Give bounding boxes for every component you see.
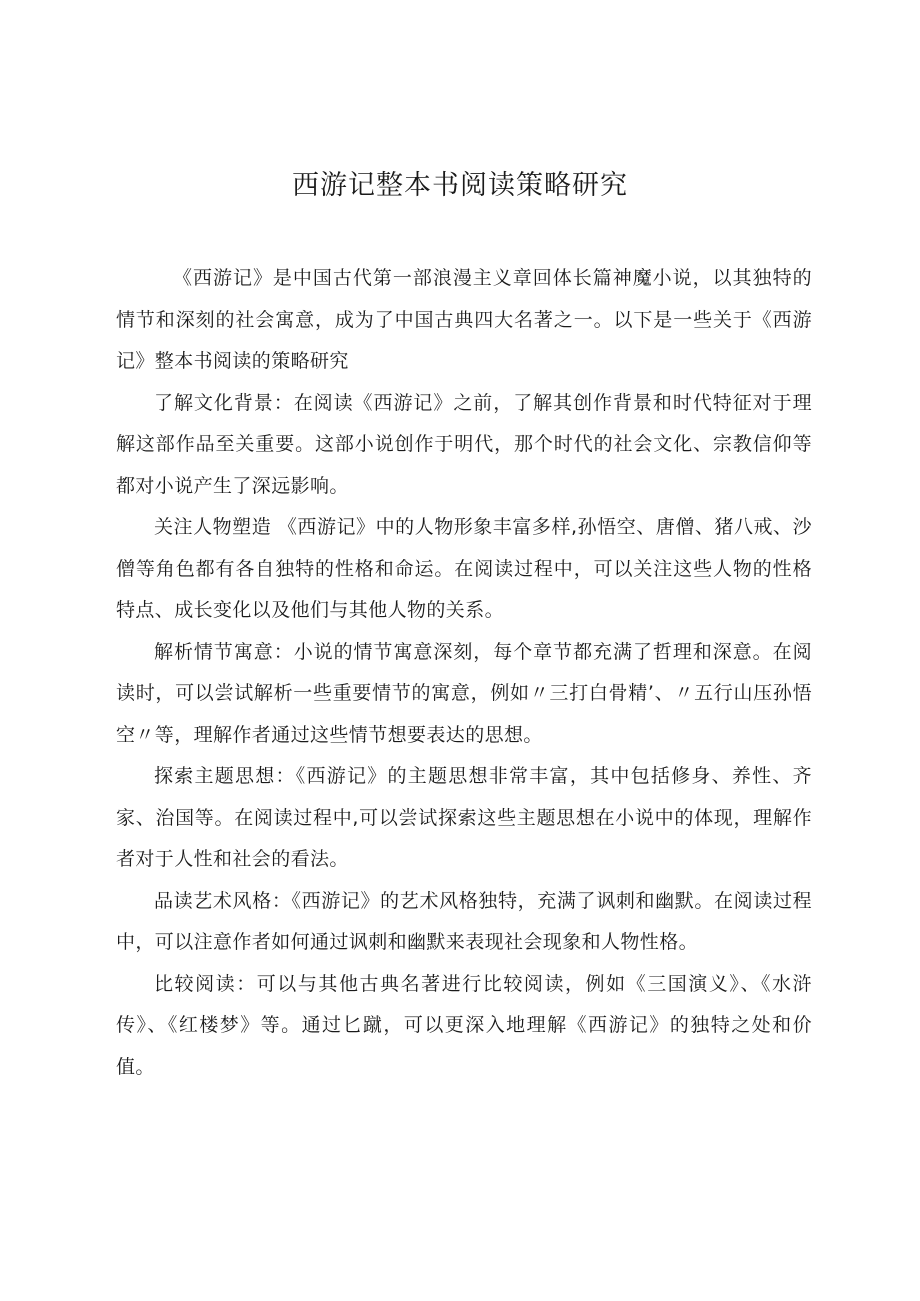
paragraph-theme-exploration: 探索主题思想：《西游记》的主题思想非常丰富，其中包括修身、养性、齐家、治国等。在阅读过程中,可以尝试探索这些主题思想在小说中的体现，理解作者对于人性和社会的看法。	[116, 765, 812, 870]
paragraph-plot-meaning: 解析情节寓意：小说的情节寓意深刻，每个章节都充满了哲理和深意。在阅读时，可以尝试解析一些重要情节的寓意，例如〃三打白骨精’、〃五行山压孙悟空〃等，理解作者通过这些情节想要表达的思想。	[116, 640, 812, 746]
paragraph-artistic-style: 品读艺术风格：《西游记》的艺术风格独特，充满了讽刺和幽默。在阅读过程中，可以注意作者如何通过讽刺和幽默来表现社会现象和人物性格。	[116, 889, 812, 953]
paragraph-intro: 《西游记》是中国古代第一部浪漫主义章回体长篇神魔小说，以其独特的情节和深刻的社会寓意，成为了中国古典四大名著之一。以下是一些关于《西游记》整本书阅读的策略研究	[116, 267, 812, 372]
paragraph-cultural-background: 了解文化背景：在阅读《西游记》之前，了解其创作背景和时代特征对于理解这部作品至关重要。这部小说创作于明代，那个时代的社会文化、宗教信仰等都对小说产生了深远影响。	[116, 391, 812, 497]
document-body	[116, 258, 812, 1088]
page-title: 西游记整本书阅读策略研究	[292, 170, 628, 201]
paragraph-comparative-reading: 比较阅读：可以与其他古典名著进行比较阅读，例如《三国演义》、《水浒传》、《红楼梦》等。通过匕蹴，可以更深入地理解《西游记》的独特之处和价值。	[116, 972, 812, 1078]
paragraph-character-portrayal: 关注人物塑造 《西游记》中的人物形象丰富多样,孙悟空、唐僧、猪八戒、沙僧等角色都有各自独特的性格和命运。在阅读过程中，可以关注这些人物的性格特点、成长变化以及他们与其他人物的关系。	[116, 516, 812, 621]
